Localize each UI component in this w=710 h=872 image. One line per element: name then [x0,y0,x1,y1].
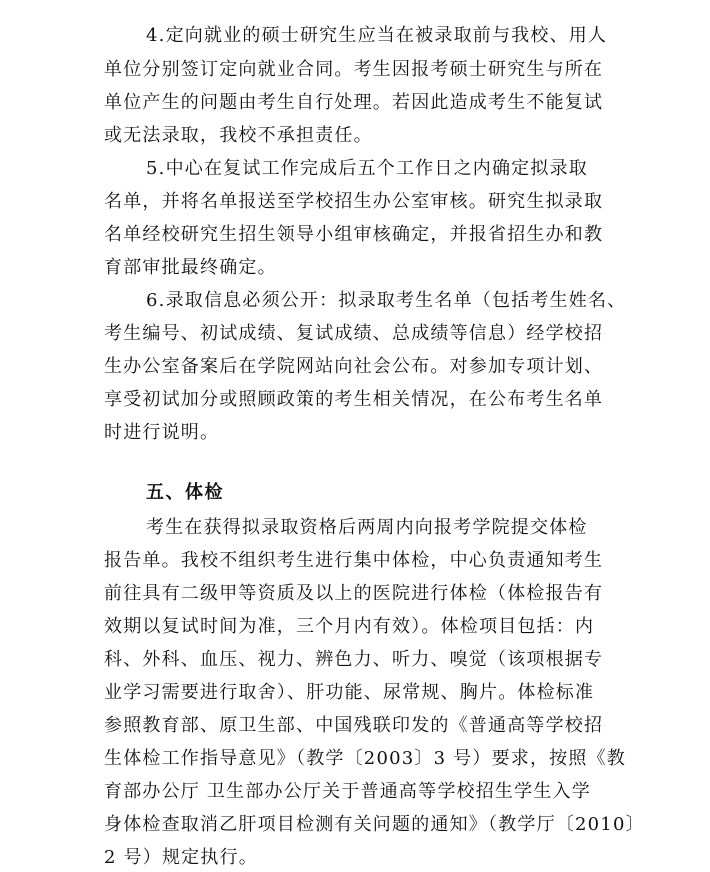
section5-line-11: 2 号）规定执行。 [104,847,258,868]
section5-heading: 五、体检 [146,482,224,503]
section5-line-10: 身体检查取消乙肝项目检测有关问题的通知》（教学厅〔2010〕 [104,814,645,835]
item5-line-4: 育部审批最终确定。 [104,257,277,278]
item4-line-1: 4.定向就业的硕士研究生应当在被录取前与我校、用人 [146,25,608,46]
section5-line-1: 考生在获得拟录取资格后两周内向报考学院提交体检 [146,517,588,538]
item6-line-3: 生办公室备案后在学院网站向社会公布。对参加专项计划、 [104,356,604,377]
item5-line-1: 5.中心在复试工作完成后五个工作日之内确定拟录取 [146,158,588,179]
item5-line-2: 名单，并将名单报送至学校招生办公室审核。研究生拟录取 [104,191,604,212]
item6-line-5: 时进行说明。 [104,422,220,443]
section5-line-2: 报告单。我校不组织考生进行集中体检，中心负责通知考生 [104,550,604,571]
item4-line-4: 或无法录取，我校不承担责任。 [104,125,373,146]
item5-line-3: 名单经校研究生招生领导小组审核确定，并报省招生办和教 [104,224,604,245]
section5-line-4: 效期以复试时间为准，三个月内有效）。体检项目包括：内 [104,616,595,637]
section5-line-8: 生体检工作指导意见》（教学〔2003〕3 号）要求，按照《教 [104,748,626,769]
section5-line-7: 参照教育部、原卫生部、中国残联印发的《普通高等学校招 [104,715,604,736]
item6-line-1: 6.录取信息必须公开：拟录取考生名单（包括考生姓名、 [146,290,627,311]
section5-line-6: 业学习需要进行取舍）、肝功能、尿常规、胸片。体检标准 [104,682,595,703]
section5-line-9: 育部办公厅 卫生部办公厅关于普通高等学校招生学生入学 [104,781,591,802]
section5-line-3: 前往具有二级甲等资质及以上的医院进行体检（体检报告有 [104,583,604,604]
item6-line-4: 享受初试加分或照顾政策的考生相关情况，在公布考生名单 [104,389,604,410]
item6-line-2: 考生编号、初试成绩、复试成绩、总成绩等信息）经学校招 [104,323,604,344]
section5-line-5: 科、外科、血压、视力、辨色力、听力、嗅觉（该项根据专 [104,649,604,670]
item4-line-2: 单位分别签订定向就业合同。考生因报考硕士研究生与所在 [104,59,604,80]
item4-line-3: 单位产生的问题由考生自行处理。若因此造成考生不能复试 [104,92,604,113]
